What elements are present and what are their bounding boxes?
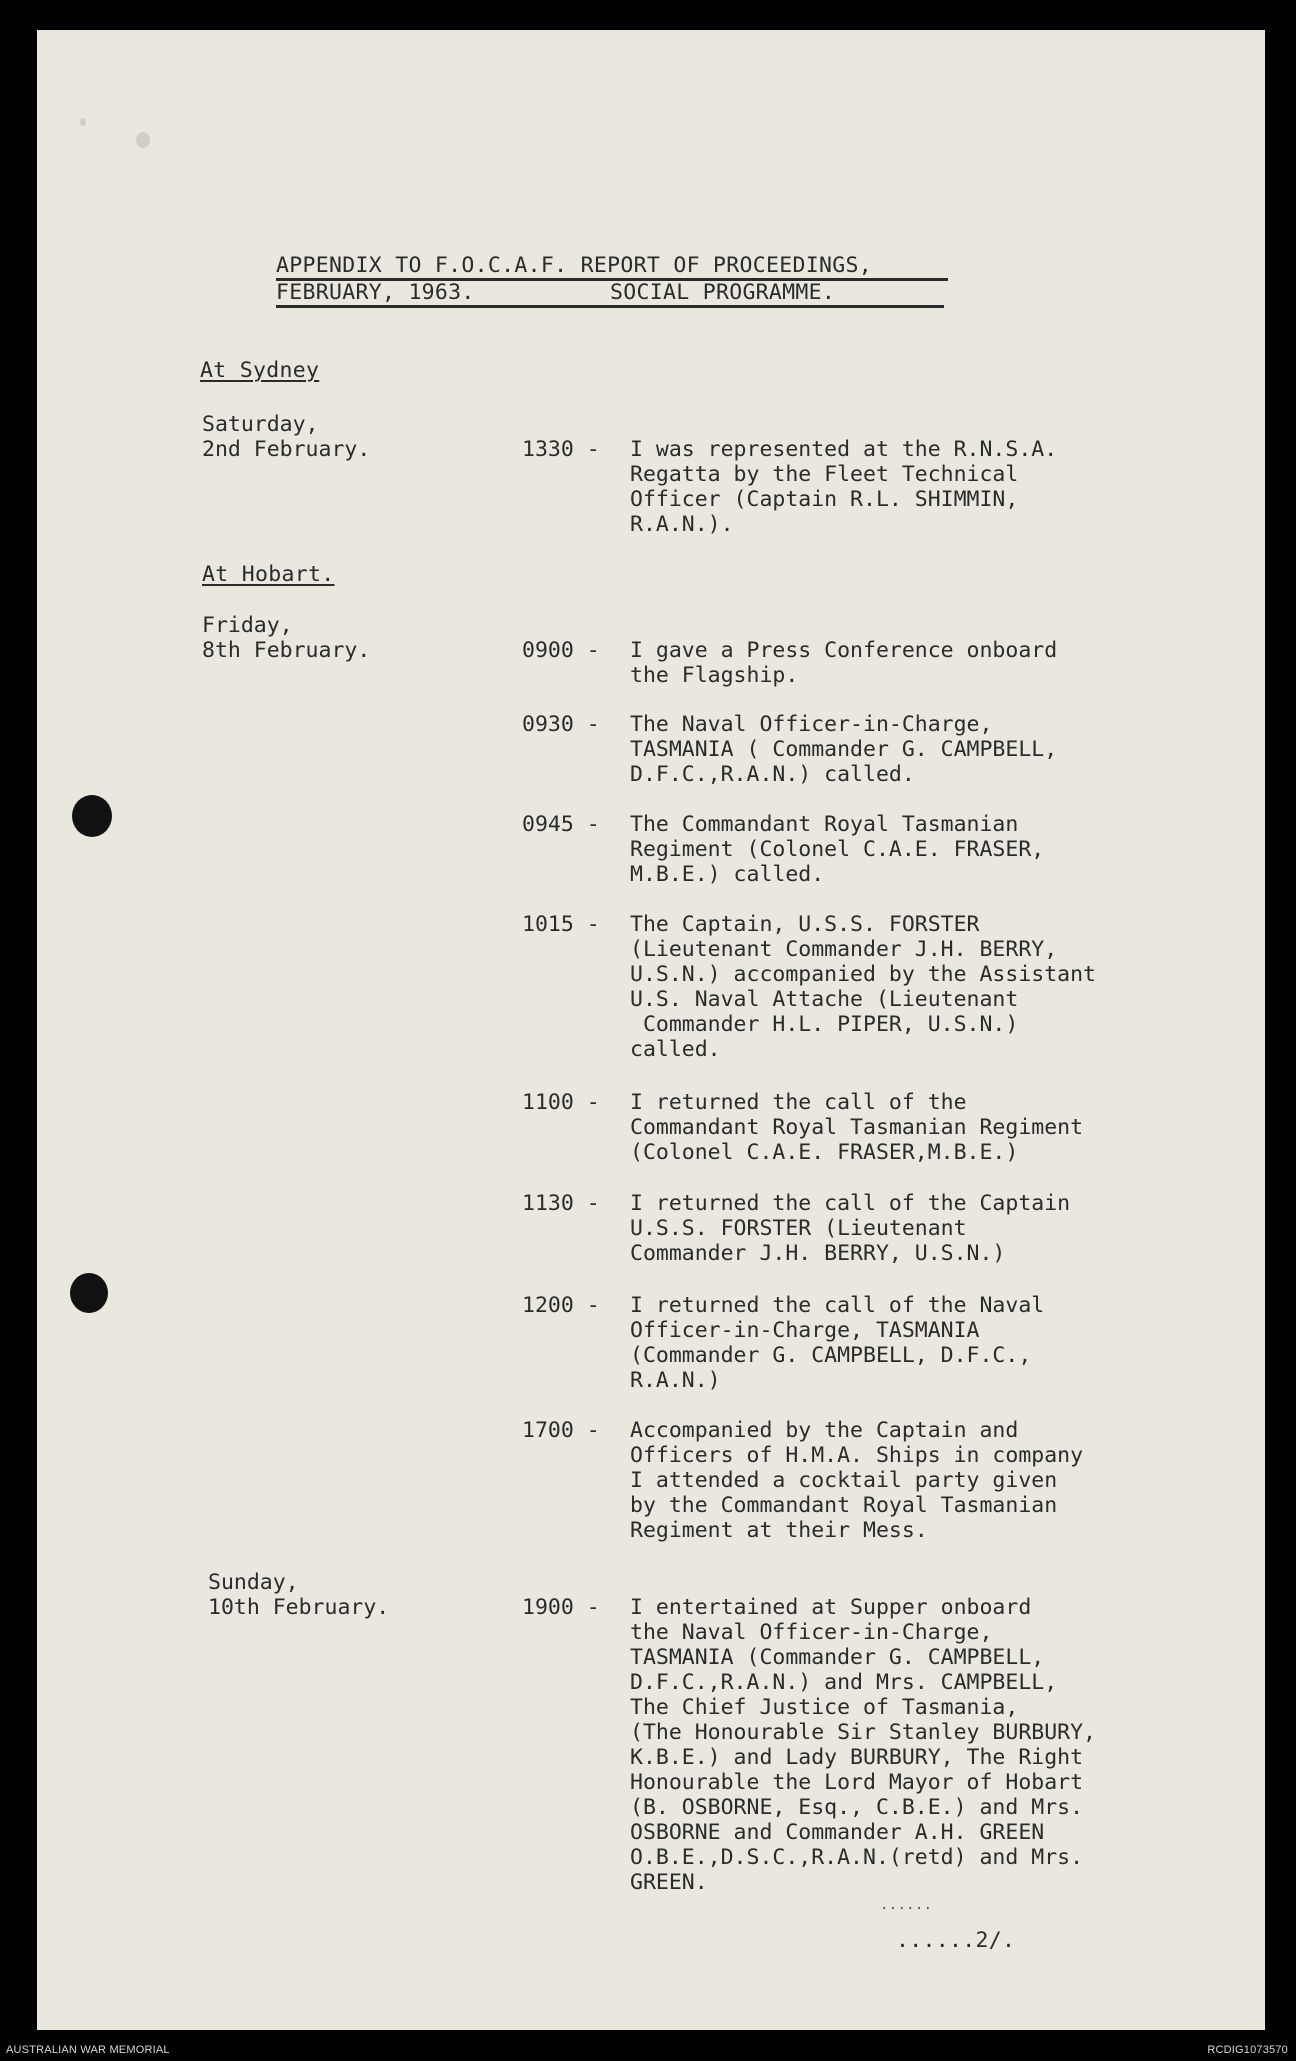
entry-time: 1200 - [522,1293,600,1318]
day-label: 2nd February. [202,437,371,462]
subtitle-underline [276,305,944,308]
footer-record-id: RCDIG1073570 [1207,2044,1288,2056]
entry-line: I returned the call of the [630,1090,967,1115]
entry-line: Officer (Captain R.L. SHIMMIN, [630,487,1019,512]
entry-line: O.B.E.,D.S.C.,R.A.N.(retd) and Mrs. [630,1845,1084,1870]
entry-line: called. [630,1037,721,1062]
punch-hole-top [72,795,112,837]
entry-line: by the Commandant Royal Tasmanian [630,1493,1058,1518]
entry-line: the Flagship. [630,663,799,688]
page-continuation-marker: ......2/. [896,1928,1016,1953]
entry-line: I returned the call of the Naval [630,1293,1045,1318]
day-label: Friday, [202,613,293,638]
entry-line: U.S. Naval Attache (Lieutenant [630,987,1019,1012]
entry-line: Commandant Royal Tasmanian Regiment [630,1115,1084,1140]
entry-line: GREEN. [630,1870,708,1895]
entry-line: Accompanied by the Captain and [630,1418,1019,1443]
entry-line: Commander H.L. PIPER, U.S.N.) [630,1012,1019,1037]
day-label: Saturday, [202,412,319,437]
entry-line: D.F.C.,R.A.N.) and Mrs. CAMPBELL, [630,1670,1058,1695]
entry-line: I gave a Press Conference onboard [630,638,1058,663]
day-label: 10th February. [208,1595,390,1620]
entry-line: Honourable the Lord Mayor of Hobart [630,1770,1084,1795]
report-title: APPENDIX TO F.O.C.A.F. REPORT OF PROCEEDINGS, [276,253,872,278]
entry-line: The Captain, U.S.S. FORSTER [630,912,980,937]
entry-time: 1330 - [522,437,600,462]
entry-time: 0900 - [522,638,600,663]
entry-line: OSBORNE and Commander A.H. GREEN [630,1820,1045,1845]
entry-time: 1900 - [522,1595,600,1620]
day-label: 8th February. [202,638,371,663]
paper-speck [80,118,86,126]
entry-line: (Commander G. CAMPBELL, D.F.C., [630,1343,1032,1368]
paper-speck [136,132,150,148]
entry-time: 0945 - [522,812,600,837]
entry-line: Regatta by the Fleet Technical [630,462,1019,487]
footer-source: AUSTRALIAN WAR MEMORIAL [6,2044,170,2056]
entry-line: the Naval Officer-in-Charge, [630,1620,993,1645]
entry-line: R.A.N.) [630,1368,721,1393]
entry-line: The Naval Officer-in-Charge, [630,712,993,737]
entry-line: Officers of H.M.A. Ships in company [630,1443,1084,1468]
entry-time: 1015 - [522,912,600,937]
entry-line: Officer-in-Charge, TASMANIA [630,1318,980,1343]
entry-line: (The Honourable Sir Stanley BURBURY, [630,1720,1096,1745]
entry-line: I was represented at the R.N.S.A. [630,437,1058,462]
entry-line: D.F.C.,R.A.N.) called. [630,762,915,787]
place-heading-sydney: At Sydney [200,358,320,383]
report-subtitle: SOCIAL PROGRAMME. [610,280,836,305]
entry-line: Regiment at their Mess. [630,1518,928,1543]
entry-line: The Commandant Royal Tasmanian [630,812,1019,837]
entry-line: U.S.N.) accompanied by the Assistant [630,962,1096,987]
entry-time: 1700 - [522,1418,600,1443]
entry-time: 1100 - [522,1090,600,1115]
punch-hole-bottom [70,1273,108,1313]
entry-line: I attended a cocktail party given [630,1468,1058,1493]
entry-line: TASMANIA ( Commander G. CAMPBELL, [630,737,1058,762]
entry-line: Regiment (Colonel C.A.E. FRASER, [630,837,1045,862]
day-label: Sunday, [208,1570,299,1595]
entry-line: (B. OSBORNE, Esq., C.B.E.) and Mrs. [630,1795,1084,1820]
entry-line: The Chief Justice of Tasmania, [630,1695,1019,1720]
entry-line: (Lieutenant Commander J.H. BERRY, [630,937,1058,962]
entry-line: (Colonel C.A.E. FRASER,M.B.E.) [630,1140,1019,1165]
place-heading-hobart: At Hobart. [202,562,335,587]
report-date: FEBRUARY, 1963. [276,280,475,305]
entry-line: I returned the call of the Captain [630,1191,1071,1216]
entry-line: Commander J.H. BERRY, U.S.N.) [630,1241,1006,1266]
entry-time: 0930 - [522,712,600,737]
entry-line: TASMANIA (Commander G. CAMPBELL, [630,1645,1045,1670]
entry-line: M.B.E.) called. [630,862,825,887]
entry-line: U.S.S. FORSTER (Lieutenant [630,1216,967,1241]
entry-time: 1130 - [522,1191,600,1216]
entry-line: I entertained at Supper onboard [630,1595,1032,1620]
entry-line: K.B.E.) and Lady BURBURY, The Right [630,1745,1084,1770]
continuation-dots: ...... [880,1897,933,1913]
entry-line: R.A.N.). [630,512,734,537]
